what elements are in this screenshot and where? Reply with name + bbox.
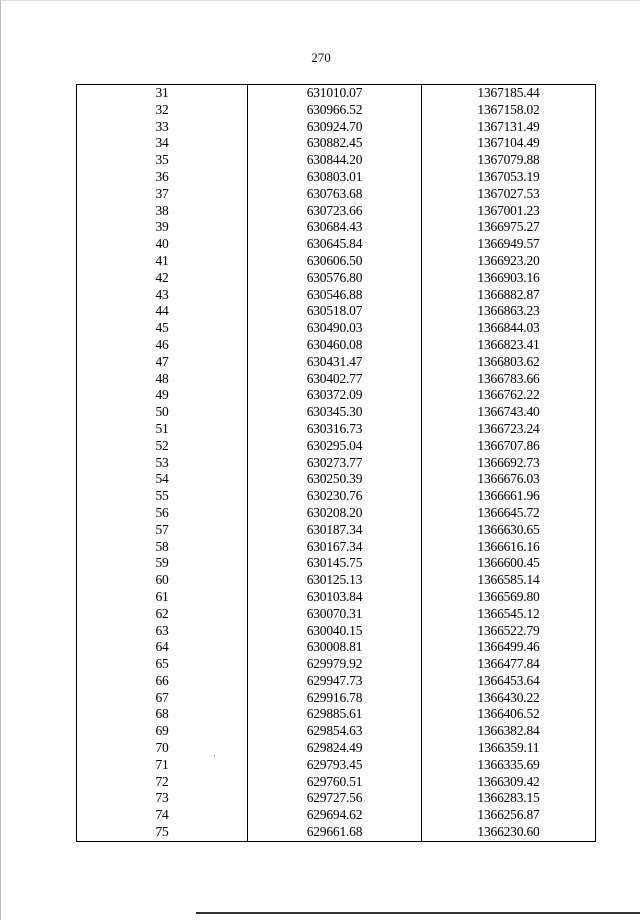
point-number-cell: 42: [77, 270, 248, 287]
y-coordinate-cell: 1366823.41: [477, 336, 540, 352]
y-coordinate-cell: 1366803.62: [477, 353, 540, 369]
point-number-cell: 31: [77, 85, 248, 102]
table-row: [77, 606, 595, 623]
point-number-cell: 74: [77, 807, 248, 824]
point-number-cell: 69: [77, 723, 248, 740]
y-coordinate-cell: 1366975.27: [477, 219, 540, 235]
table-row: [77, 287, 595, 304]
table-row: [77, 119, 595, 136]
table-row: [77, 522, 595, 539]
point-number-cell: 48: [77, 371, 248, 388]
point-number-cell: 58: [77, 539, 248, 556]
x-coordinate-cell: 630208.20: [248, 505, 422, 522]
x-coordinate-cell: 629661.68: [248, 824, 422, 841]
point-number-cell: 64: [77, 639, 248, 656]
y-coordinate-cell: 1367104.49: [477, 135, 540, 151]
y-coordinate-cell: 1367158.02: [477, 101, 540, 117]
point-number-cell: 73: [77, 790, 248, 807]
x-coordinate-cell: 630763.68: [248, 186, 422, 203]
point-number-cell: 35: [77, 152, 248, 169]
point-number-cell: 37: [77, 186, 248, 203]
y-coordinate-cell: 1367079.88: [477, 152, 540, 168]
point-number-cell: 72: [77, 774, 248, 791]
y-coordinate-cell: 1366283.15: [477, 790, 540, 806]
x-coordinate-cell: 630966.52: [248, 102, 422, 119]
table-row: [77, 690, 595, 707]
point-number-cell: 61: [77, 589, 248, 606]
y-coordinate-cell: 1366743.40: [477, 404, 540, 420]
table-row: [77, 421, 595, 438]
point-number-cell: 70: [77, 740, 248, 757]
point-number-cell: 67: [77, 690, 248, 707]
point-number-cell: 40: [77, 236, 248, 253]
point-number-cell: 57: [77, 522, 248, 539]
table-row: [77, 824, 595, 841]
x-coordinate-cell: 630460.08: [248, 337, 422, 354]
point-number-cell: 38: [77, 203, 248, 220]
x-coordinate-cell: 630882.45: [248, 135, 422, 152]
table-row: [77, 589, 595, 606]
y-coordinate-cell: 1367027.53: [477, 185, 540, 201]
point-number-cell: 34: [77, 135, 248, 152]
y-coordinate-cell: 1366406.52: [477, 706, 540, 722]
y-coordinate-cell: 1366692.73: [477, 454, 540, 470]
x-coordinate-cell: 630040.15: [248, 623, 422, 640]
y-coordinate-cell: 1366844.03: [477, 320, 540, 336]
point-number-cell: 50: [77, 404, 248, 421]
table-row: [77, 673, 595, 690]
table-row: [77, 723, 595, 740]
x-coordinate-cell: 630924.70: [248, 119, 422, 136]
y-coordinate-cell: 1366903.16: [477, 269, 540, 285]
x-coordinate-cell: 629824.49: [248, 740, 422, 757]
x-coordinate-cell: 631010.07: [248, 85, 422, 102]
table-row: [77, 236, 595, 253]
y-coordinate-cell: 1366382.84: [477, 723, 540, 739]
page-number: 270: [311, 50, 331, 65]
point-number-cell: 32: [77, 102, 248, 119]
y-coordinate-cell: 1366661.96: [477, 488, 540, 504]
point-number-cell: 56: [77, 505, 248, 522]
x-coordinate-cell: 630230.76: [248, 488, 422, 505]
point-number-cell: 51: [77, 421, 248, 438]
table-row: [77, 169, 595, 186]
x-coordinate-cell: 630431.47: [248, 354, 422, 371]
point-number-cell: 45: [77, 320, 248, 337]
y-coordinate-cell: 1367185.44: [477, 85, 540, 100]
y-coordinate-cell: 1367001.23: [477, 202, 540, 218]
table-row: [77, 807, 595, 824]
table-row: [77, 135, 595, 152]
x-coordinate-cell: 630145.75: [248, 555, 422, 572]
x-coordinate-cell: 630645.84: [248, 236, 422, 253]
table-row: [77, 774, 595, 791]
y-coordinate-cell: 1366923.20: [477, 252, 540, 268]
x-coordinate-cell: 630576.80: [248, 270, 422, 287]
table-row: [77, 219, 595, 236]
y-coordinate-cell: 1366630.65: [477, 521, 540, 537]
y-coordinate-cell: 1366600.45: [477, 555, 540, 571]
x-coordinate-cell: 630125.13: [248, 572, 422, 589]
coordinates-table: [76, 84, 596, 842]
table-row: [77, 186, 595, 203]
point-number-cell: 75: [77, 824, 248, 841]
table-row: [77, 438, 595, 455]
point-number-cell: 62: [77, 606, 248, 623]
y-coordinate-cell: 1366723.24: [477, 420, 540, 436]
point-number-cell: 55: [77, 488, 248, 505]
x-coordinate-cell: 630345.30: [248, 404, 422, 421]
point-number-cell: 63: [77, 623, 248, 640]
x-coordinate-cell: 630316.73: [248, 421, 422, 438]
point-number-cell: 39: [77, 219, 248, 236]
table-row: [77, 656, 595, 673]
y-coordinate-cell: 1366863.23: [477, 303, 540, 319]
y-coordinate-cell: 1366230.60: [477, 824, 540, 840]
x-coordinate-cell: 630402.77: [248, 371, 422, 388]
scan-edge-line: [196, 912, 640, 914]
y-coordinate-cell: 1366545.12: [477, 605, 540, 621]
x-coordinate-cell: 629727.56: [248, 790, 422, 807]
y-coordinate-cell: 1366645.72: [477, 504, 540, 520]
table-row: [77, 455, 595, 472]
point-number-cell: 44: [77, 303, 248, 320]
y-coordinate-cell: 1366762.22: [477, 387, 540, 403]
x-coordinate-cell: 630070.31: [248, 606, 422, 623]
x-coordinate-cell: 630295.04: [248, 438, 422, 455]
table-row: [77, 102, 595, 119]
table-row: [77, 471, 595, 488]
x-coordinate-cell: 630187.34: [248, 522, 422, 539]
x-coordinate-cell: 629694.62: [248, 807, 422, 824]
x-coordinate-cell: 630518.07: [248, 303, 422, 320]
y-coordinate-cell: 1366522.79: [477, 622, 540, 638]
table-row: [77, 203, 595, 220]
table-row: [77, 740, 595, 757]
x-coordinate-cell: 630008.81: [248, 639, 422, 656]
point-number-cell: 53: [77, 455, 248, 472]
point-number-cell: 33: [77, 119, 248, 136]
y-coordinate-cell: 1366256.87: [477, 807, 540, 823]
x-coordinate-cell: 630103.84: [248, 589, 422, 606]
x-coordinate-cell: 629947.73: [248, 673, 422, 690]
point-number-cell: 52: [77, 438, 248, 455]
point-number-cell: 43: [77, 287, 248, 304]
table-row: [77, 320, 595, 337]
x-coordinate-cell: 629979.92: [248, 656, 422, 673]
y-coordinate-cell: 1366707.86: [477, 437, 540, 453]
x-coordinate-cell: 630844.20: [248, 152, 422, 169]
table-row: [77, 354, 595, 371]
x-coordinate-cell: 629916.78: [248, 690, 422, 707]
point-number-cell: 65: [77, 656, 248, 673]
y-coordinate-cell: 1367131.49: [477, 118, 540, 134]
y-coordinate-cell: 1366430.22: [477, 689, 540, 705]
scan-speck: [214, 755, 215, 756]
x-coordinate-cell: 630167.34: [248, 539, 422, 556]
x-coordinate-cell: 630723.66: [248, 203, 422, 220]
point-number-cell: 71: [77, 757, 248, 774]
table-row: [77, 572, 595, 589]
y-coordinate-cell: 1366569.80: [477, 588, 540, 604]
table-row: [77, 623, 595, 640]
table-row: [77, 505, 595, 522]
table-row: [77, 790, 595, 807]
y-coordinate-cell: 1366359.11: [477, 740, 540, 756]
y-coordinate-cell: 1366453.64: [477, 672, 540, 688]
table-row: [77, 639, 595, 656]
point-number-cell: 60: [77, 572, 248, 589]
y-coordinate-cell: 1366309.42: [477, 773, 540, 789]
point-number-cell: 46: [77, 337, 248, 354]
x-coordinate-cell: 630606.50: [248, 253, 422, 270]
table-row: [77, 387, 595, 404]
table-row: [77, 404, 595, 421]
table-row: [77, 337, 595, 354]
table-row: [77, 85, 595, 102]
x-coordinate-cell: 630250.39: [248, 471, 422, 488]
y-coordinate-cell: 1366477.84: [477, 656, 540, 672]
x-coordinate-cell: 629885.61: [248, 706, 422, 723]
point-number-cell: 59: [77, 555, 248, 572]
y-coordinate-cell: 1366585.14: [477, 572, 540, 588]
y-coordinate-cell: 1366335.69: [477, 756, 540, 772]
x-coordinate-cell: 630546.88: [248, 287, 422, 304]
point-number-cell: 66: [77, 673, 248, 690]
table-row: [77, 371, 595, 388]
point-number-cell: 49: [77, 387, 248, 404]
x-coordinate-cell: 630490.03: [248, 320, 422, 337]
table-row: [77, 555, 595, 572]
point-number-cell: 68: [77, 706, 248, 723]
table-row: [77, 757, 595, 774]
x-coordinate-cell: 630372.09: [248, 387, 422, 404]
table-row: [77, 488, 595, 505]
y-coordinate-cell: 1366949.57: [477, 236, 540, 252]
table-row: [77, 270, 595, 287]
y-coordinate-cell: 1367053.19: [477, 168, 540, 184]
y-coordinate-cell: 1366499.46: [477, 639, 540, 655]
y-coordinate-cell: 1366783.66: [477, 370, 540, 386]
table-row: [77, 706, 595, 723]
x-coordinate-cell: 629793.45: [248, 757, 422, 774]
table-row: [77, 303, 595, 320]
x-coordinate-cell: 629854.63: [248, 723, 422, 740]
y-coordinate-cell: 1366676.03: [477, 471, 540, 487]
point-number-cell: 36: [77, 169, 248, 186]
point-number-cell: 47: [77, 354, 248, 371]
x-coordinate-cell: 629760.51: [248, 774, 422, 791]
point-number-cell: 41: [77, 253, 248, 270]
point-number-cell: 54: [77, 471, 248, 488]
x-coordinate-cell: 630803.01: [248, 169, 422, 186]
x-coordinate-cell: 630684.43: [248, 219, 422, 236]
table-row: [77, 539, 595, 556]
table-row: [77, 253, 595, 270]
x-coordinate-cell: 630273.77: [248, 455, 422, 472]
y-coordinate-cell: 1366616.16: [477, 538, 540, 554]
table-row: [77, 152, 595, 169]
y-coordinate-cell: 1366882.87: [477, 286, 540, 302]
